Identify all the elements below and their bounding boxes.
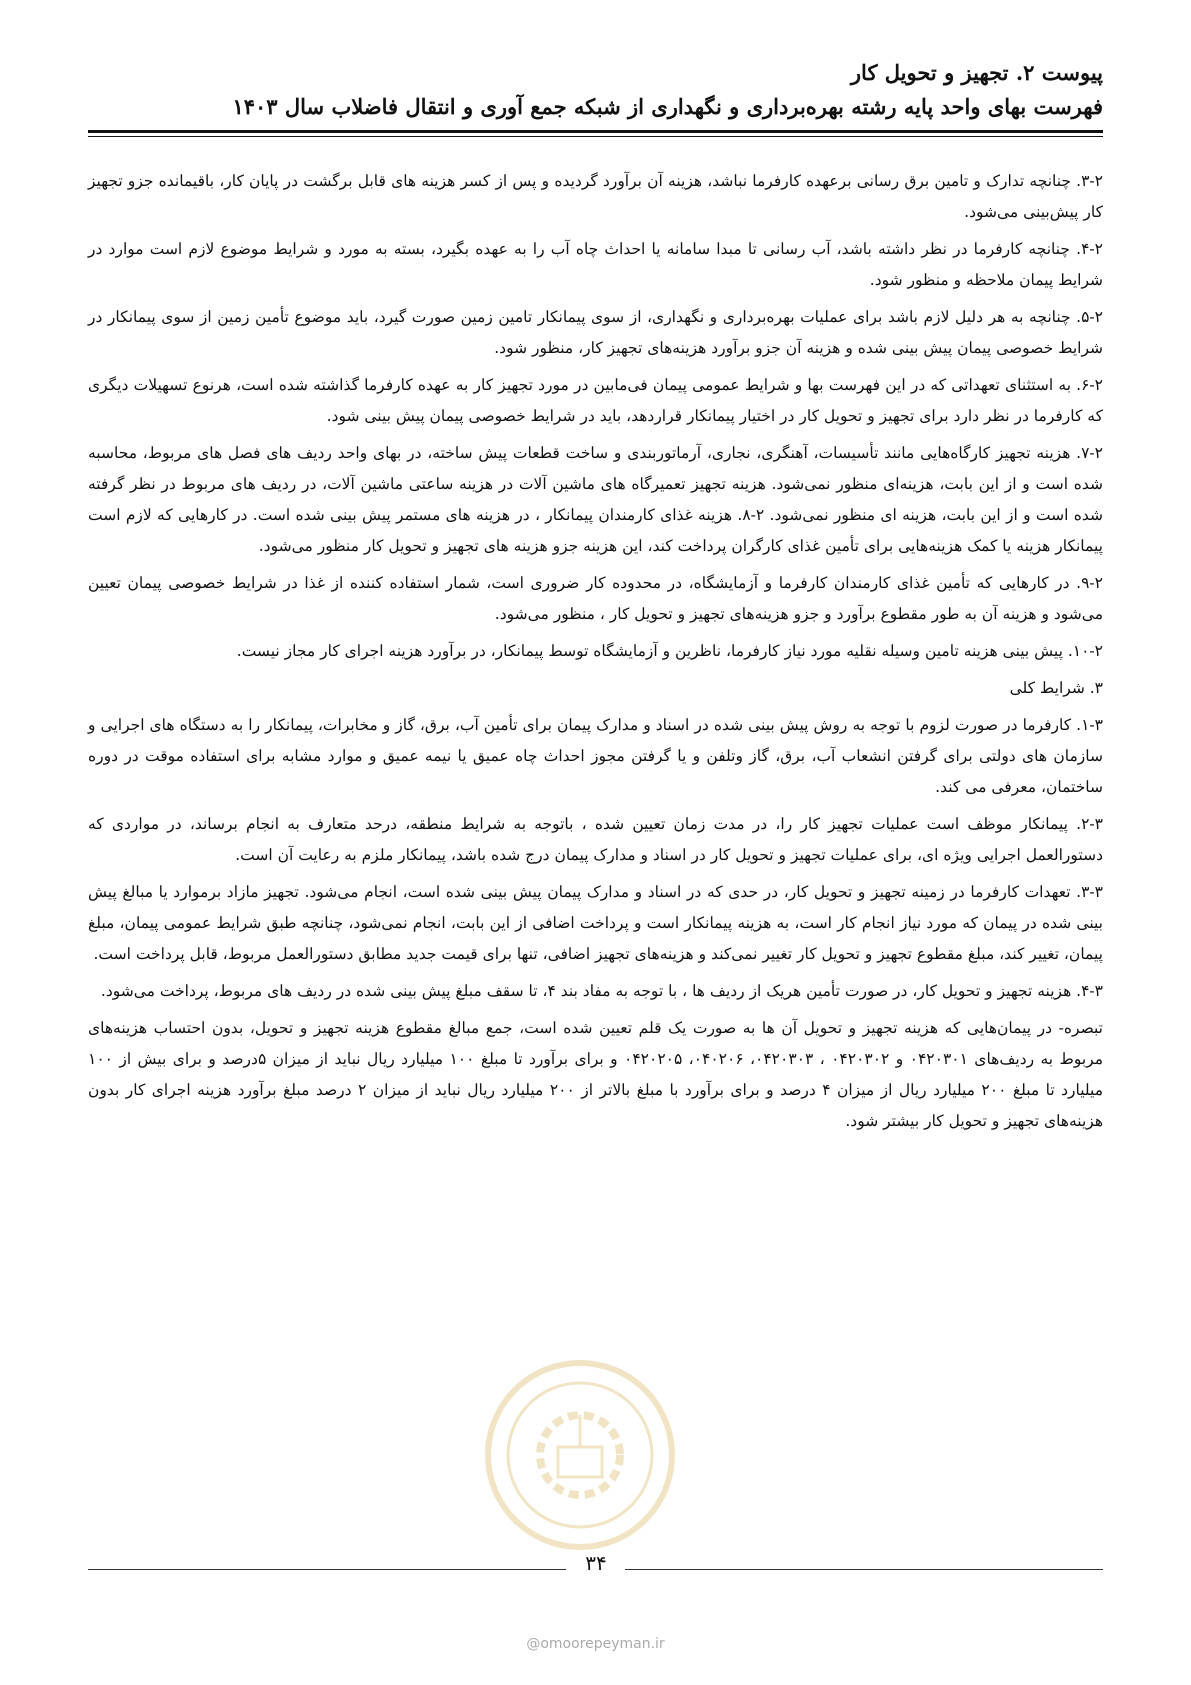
watermark-text: @omoorepeyman.ir <box>526 1636 665 1652</box>
footer-rule-left <box>88 1569 566 1570</box>
appendix-title: پیوست ۲. تجهیز و تحویل کار <box>850 60 1103 85</box>
paragraph-3-4: ۴-۳. هزینه تجهیز و تحویل کار، در صورت تأمین هریک از ردیف ها ، با توجه به مفاد بند ۴، تا سقف مبلغ پیش بینی شده در ردیف های مربوط، پرداخت می‌شود. <box>100 982 1103 1000</box>
section-heading-3: ۳. شرایط کلی <box>1009 679 1103 697</box>
header-rule-thin <box>88 136 1103 137</box>
paragraph-2-5: ۵-۲. چنانچه به هر دلیل لازم باشد برای عملیات بهره‌برداری و نگهداری، از سوی پیمانکار تامین زمین صورت گیرد، باید موضوع تأمین زمین از سوی پیمانکار در شرایط خصوصی پیمان پیش بینی شده و هزینه آن جزو برآورد هزینه‌های تجهیز کار، منظور شود. <box>88 308 1103 357</box>
paragraph-2-3: ۳-۲. چنانچه تدارک و تامین برق رسانی برعهده کارفرما نباشد، هزینه آن برآورد گردیده و پس از کسر هزینه های قابل برگشت در پایان کار، باقیمانده جزو تجهیز کار پیش‌بینی می‌شود. <box>88 172 1103 221</box>
paragraph-3-3: ۳-۳. تعهدات کارفرما در زمینه تجهیز و تحویل کار، در حدی که در اسناد و مدارک پیمان پیش بینی شده است، انجام می‌شود. تجهیز مازاد برموارد یا مبالغ پیش بینی شده در پیمان که مورد نیاز انجام کار است، به هزینه پیمانکار است و پرداخت اضافی از این بابت، انجام نمی‌شود، چنانچه طبق شرایط عمومی پیمان، مبلغ پیمان، تغییر کند، مبلغ مقطوع تجهیز و تحویل کار تغییر نمی‌کند و هزینه‌های تجهیز اضافی، تنها برای قیمت جدید مطابق دستورالعمل مربوط، قابل پرداخت است. <box>88 883 1103 963</box>
paragraph-2-4: ۴-۲. چنانچه کارفرما در نظر داشته باشد، آب رسانی تا مبدا سامانه یا احداث چاه آب را به عهده بگیرد، بسته به مورد و شرایط موضوع لازم است موارد در شرایط پیمان ملاحظه و منظور شود. <box>88 240 1103 289</box>
paragraph-3-2: ۲-۳. پیمانکار موظف است عملیات تجهیز کار را، در مدت زمان تعیین شده ، باتوجه به شرایط منطقه، درحد متعارف به انجام برساند، در مواردی که دستورالعمل اجرایی ویژه ای، برای عملیات تجهیز و تحویل کار در اسناد و مدارک پیمان درج شده باشد، پیمانکار ملزم به رعایت آن است. <box>88 815 1103 864</box>
note-paragraph: تبصره- در پیمان‌هایی که هزینه تجهیز و تحویل آن ها به صورت یک قلم تعیین شده است، جمع مبالغ مقطوع هزینه تجهیز و تحویل، بدون احتساب هزینه‌های مربوط به ردیف‌های ۰۴۲۰۳۰۱ و ۰۴۲۰۳۰۲ ، ۰۴۲۰۳۰۳، ۰۴۰۲۰۶، ۰۴۲۰۲۰۵ و برای برآورد تا مبلغ ۱۰۰ میلیارد ریال نباید از میزان ۵درصد و برای بیش از ۱۰۰ میلیارد تا مبلغ ۲۰۰ میلیارد ریال از میزان ۴ درصد و برای برآورد با مبلغ بالاتر از ۲۰۰ میلیارد ریال نباید از میزان ۲ درصد مبلغ برآورد هزینه اجرای کار بدون هزینه‌های تجهیز و تحویل کار بیشتر شود. <box>88 1019 1104 1130</box>
page-header <box>88 56 1103 124</box>
paragraph-2-7: ۷-۲. هزینه تجهیز کارگاه‌هایی مانند تأسیسات، آهنگری، نجاری، آرماتوربندی و ساخت قطعات پیش ساخته، در بهای واحد ردیف های فصل های مربوط، محاسبه شده است و از این بابت، هزینه‌ای منظور نمی‌شود. هزینه تجهیز تعمیرگاه های ماشین آلات در هزینه ساعتی ماشین آلات، در ردیف های مربوط در نظر گرفته شده است و از این بابت، هزینه ای منظور نمی‌شود. ۲-۸. هزینه غذای کارمندان پیمانکار ، در هزینه های مستمر پیش بینی شده است. در کارهایی که لازم است پیمانکار هزینه یا کمک هزینه‌هایی برای تأمین غذای کارگران پرداخت کند، این هزینه جزو هزینه های تجهیز و تحویل کار منظور می‌شود. <box>88 444 1103 555</box>
document-title: فهرست بهای واحد پایه رشته بهره‌برداری و نگهداری از شبکه جمع آوری و انتقال فاضلاب سال ۱۴۰۳ <box>232 94 1103 119</box>
document-body <box>88 166 1103 1143</box>
header-rule-thick <box>88 130 1103 133</box>
page-number: ۳۴ <box>585 1551 607 1575</box>
paragraph-2-9: ۹-۲. در کارهایی که تأمین غذای کارمندان کارفرما و آزمایشگاه، در محدوده کار ضروری است، شمار استفاده کننده از غذا در شرایط خصوصی پیمان تعیین می‌شود و هزینه آن به طور مقطوع برآورد و جزو هزینه‌های تجهیز و تحویل کار ، منظور می‌شود. <box>88 574 1103 623</box>
seal-watermark-icon <box>480 1355 680 1555</box>
paragraph-2-6: ۶-۲. به استثنای تعهداتی که در این فهرست بها و شرایط عمومی پیمان فی‌مابین در مورد تجهیز کار به عهده کارفرما گذاشته شده است، هرنوع تسهیلات دیگری که کارفرما در نظر دارد برای تجهیز و تحویل کار در اختیار پیمانکار قراردهد، باید در شرایط خصوصی پیمان پیش بینی شود. <box>88 376 1103 425</box>
paragraph-3-1: ۱-۳. کارفرما در صورت لزوم با توجه به روش پیش بینی شده در اسناد و مدارک پیمان برای تأمین آب، برق، گاز و مخابرات، پیمانکار را به دستگاه های اجرایی و سازمان های دولتی برای گرفتن انشعاب آب، برق، گاز وتلفن و یا گرفتن مجوز احداث چاه عمیق یا نیمه عمیق و موارد مشابه برای استفاده موقت در دوره ساختمان، معرفی می کند. <box>88 716 1103 796</box>
paragraph-2-10: ۱۰-۲. پیش بینی هزینه تامین وسیله نقلیه مورد نیاز کارفرما، ناظرین و آزمایشگاه توسط پیمانکار، در برآورد هزینه اجرای کار مجاز نیست. <box>236 642 1103 660</box>
footer-rule-right <box>625 1569 1103 1570</box>
